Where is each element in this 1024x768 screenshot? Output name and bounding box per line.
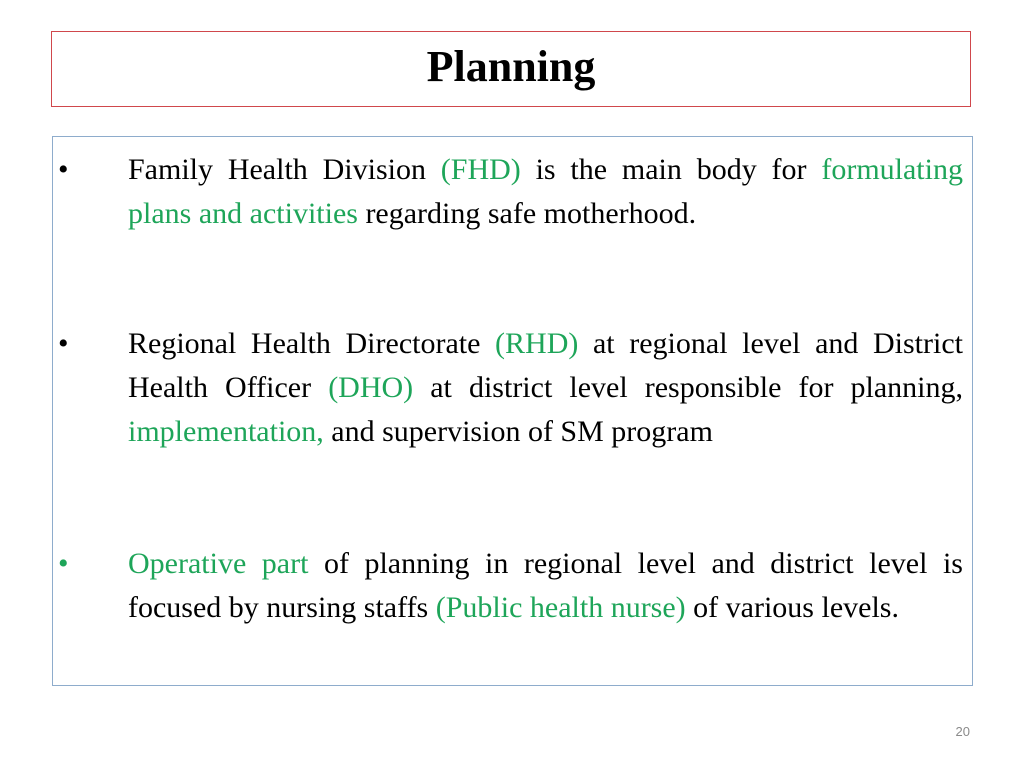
page-number: 20 bbox=[955, 724, 970, 739]
bullet-3-segment-3: (Public health nurse) bbox=[435, 591, 686, 624]
bullet-1-segment-5: regarding safe motherhood. bbox=[357, 197, 697, 230]
slide-title: Planning bbox=[426, 42, 596, 91]
bullet-2-segment-5: at district level responsible for planning, bbox=[413, 371, 963, 404]
bullet-point-2: • bbox=[58, 327, 69, 360]
bullet-text-2 bbox=[128, 322, 963, 454]
title-box bbox=[51, 31, 971, 107]
bullet-1-segment-2: (FHD) bbox=[440, 153, 521, 186]
bullet-1-segment-4: formulating plans and activities bbox=[128, 153, 963, 230]
bullet-text-1 bbox=[128, 148, 963, 236]
bullet-3-segment-2: of planning in regional level and district level is focused by nursing staffs bbox=[128, 547, 963, 624]
bullet-3-segment-1: Operative part bbox=[128, 547, 309, 580]
bullet-2-segment-3: at regional level and District Health Officer bbox=[128, 327, 963, 404]
bullet-point-1: • bbox=[58, 153, 69, 186]
bullet-2-segment-7: and supervision of SM program bbox=[323, 415, 713, 448]
bullet-1-segment-3: is the main body for bbox=[520, 153, 822, 186]
bullet-point-3: • bbox=[58, 547, 69, 580]
content-box bbox=[52, 136, 973, 686]
bullet-2-segment-2: (RHD) bbox=[495, 327, 579, 360]
bullet-2-segment-4: (DHO) bbox=[328, 371, 414, 404]
bullet-3-segment-4: of various levels. bbox=[685, 591, 899, 624]
bullet-2-segment-6: implementation, bbox=[128, 415, 324, 448]
bullet-2-segment-1: Regional Health Directorate bbox=[128, 327, 496, 360]
bullet-text-3 bbox=[128, 542, 963, 630]
bullet-1-segment-1: Family Health Division bbox=[128, 153, 441, 186]
